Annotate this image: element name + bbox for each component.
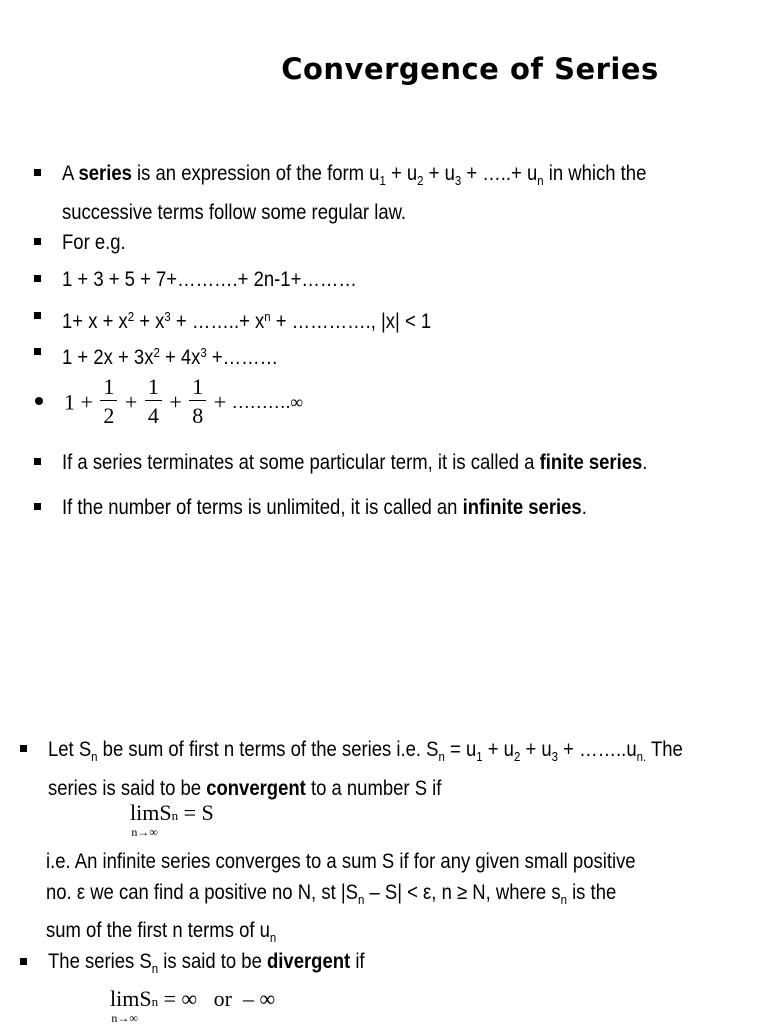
fraction-quarter: $\frac{1}{4}$ (145, 374, 162, 431)
bullet-dot (35, 397, 43, 405)
divergence-definition: The series $S_n$ is said to be divergent if (48, 950, 365, 976)
convergence-explanation: i.e. An infinite series converges to a sum S if for any given small positive no. ε we can find a positive no N, st $|S_n - S| < \varepsilon$, n ≥ N, where $s_n$ is the sum of the first n terms of $u_n$ (46, 850, 636, 945)
bullet-marker (34, 503, 41, 510)
series-definition: A series is an expression of the form $u_1 + u_2 + u_3$ + …..+ $u_n$ in which the successive terms follow some regular law. (62, 162, 647, 224)
finite-series-definition: If a series terminates at some particular term, it is called a finite series. (62, 451, 648, 474)
convergence-formula: lim n→∞ $S^n = S$ (130, 800, 214, 839)
divergence-formula: lim n→∞ $S^n$ = ∞ or – ∞ (110, 986, 276, 1025)
bullet-marker (34, 275, 41, 282)
bullet-marker (20, 745, 27, 752)
bullet-marker (34, 458, 41, 465)
fraction-half: $\frac{1}{2}$ (100, 374, 117, 431)
fraction-eighth: $\frac{1}{8}$ (189, 374, 206, 431)
bullet-marker (34, 348, 41, 355)
page-title: Convergence of Series (281, 52, 659, 86)
infinite-series-definition: If the number of terms is unlimited, it is called an infinite series. (62, 496, 587, 519)
example-power-series: $1 + 2x + 3x^2 + 4x^3$ +……… (62, 345, 279, 369)
bullet-marker (34, 238, 41, 245)
example-intro: For e.g. (62, 231, 126, 254)
bullet-marker (20, 958, 27, 965)
bullet-marker (34, 312, 41, 319)
bullet-marker (34, 169, 41, 176)
example-odd-series: 1 + 3 + 5 + 7+……….+ 2n-1+……… (62, 268, 357, 291)
example-fraction-series: 1 + $\frac{1}{2}$ + $\frac{1}{4}$ + $\frac{1}{8}$ + ……….∞ (64, 374, 303, 431)
example-geometric-series: $1+ x + x^2 + x^3$ + ……..+ $x^n$ + …………., |x| < 1 (62, 309, 432, 333)
partial-sum-definition: Let $S_n$ be sum of first n terms of the series i.e. $S_n = u_1 + u_2 + u_3$ + $\dots\dots..u_{n.}$ The series is said to be convergent to a number S if (48, 738, 683, 800)
